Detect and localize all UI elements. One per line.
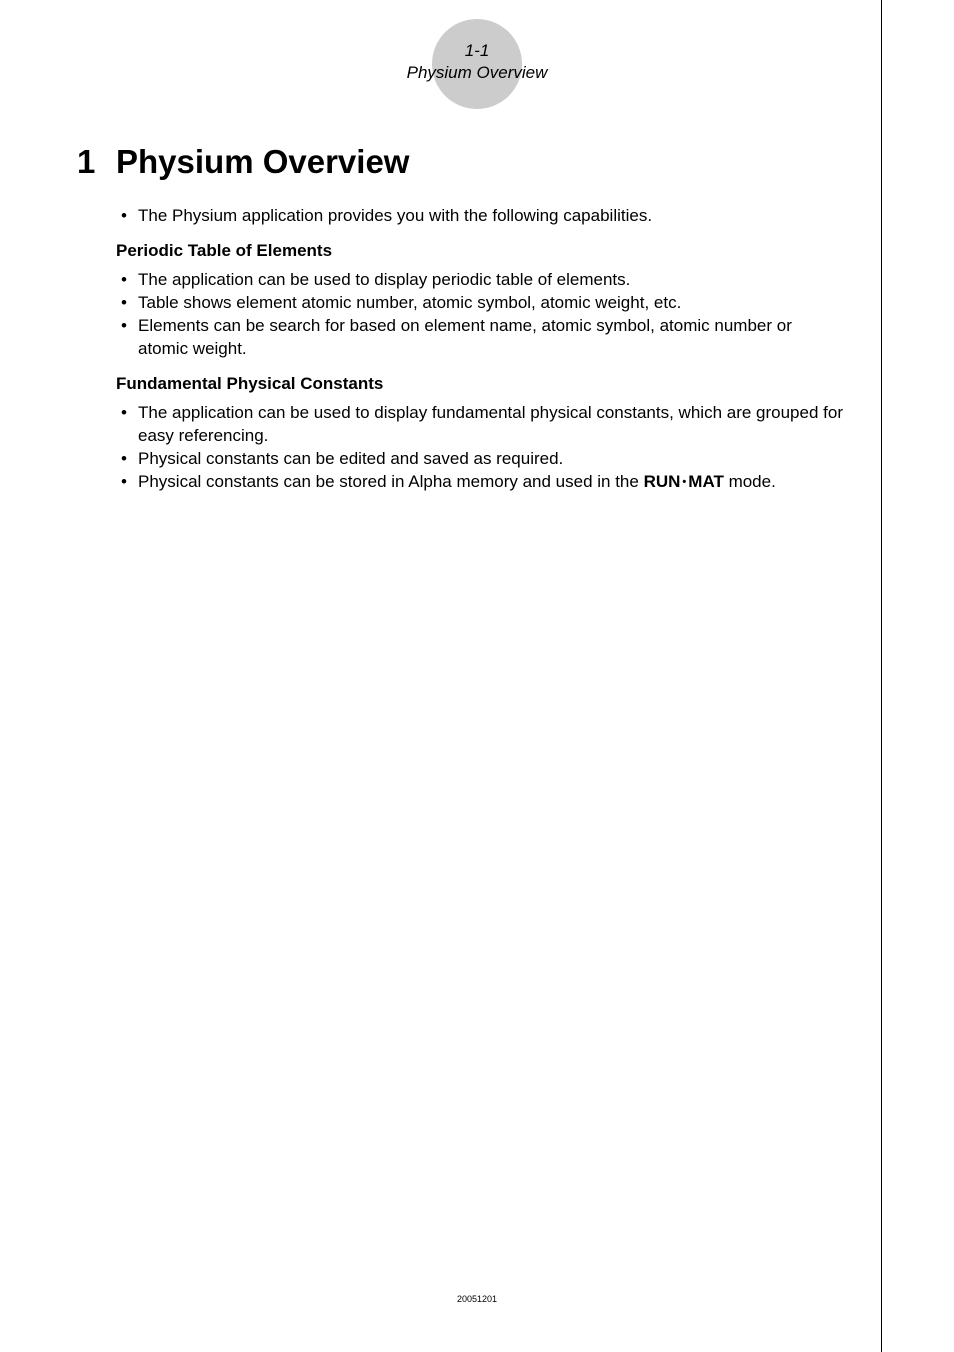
running-header bbox=[360, 40, 594, 84]
page-content bbox=[116, 204, 846, 494]
chapter-title-text: Physium Overview bbox=[116, 143, 410, 180]
list-item-text: Table shows element atomic number, atomic symbol, atomic weight, etc. bbox=[138, 293, 682, 312]
section-heading-physical-constants: Fundamental Physical Constants bbox=[116, 374, 384, 393]
footer-code: 20051201 bbox=[456, 1294, 498, 1304]
bullet-icon: • bbox=[121, 472, 127, 491]
list-item-text bbox=[138, 472, 776, 491]
mode-name bbox=[644, 472, 724, 491]
list-item-text: Physical constants can be edited and saved as required. bbox=[138, 449, 564, 468]
page-number: 1-1 bbox=[464, 41, 490, 60]
list-item bbox=[116, 291, 846, 314]
page-edge-rule bbox=[881, 0, 882, 1352]
list-item-text-after: mode. bbox=[723, 472, 776, 491]
mode-name-run: RUN bbox=[643, 472, 681, 491]
list-item-text: The Physium application provides you with the following capabilities. bbox=[138, 206, 653, 225]
list-item bbox=[116, 268, 846, 291]
bullet-icon: • bbox=[121, 316, 127, 335]
mode-name-mat: MAT bbox=[688, 472, 724, 491]
list-item-text: The application can be used to display periodic table of elements. bbox=[138, 270, 631, 289]
section-heading-periodic-table: Periodic Table of Elements bbox=[116, 241, 333, 260]
mode-separator: • bbox=[682, 476, 687, 488]
bullet-icon: • bbox=[121, 206, 127, 225]
list-item bbox=[116, 204, 846, 227]
list-item bbox=[116, 314, 846, 360]
physical-constants-list bbox=[116, 401, 846, 494]
periodic-table-list bbox=[116, 268, 846, 360]
list-item-text: Elements can be search for based on element name, atomic symbol, atomic number or atomic weight. bbox=[138, 316, 792, 358]
bullet-icon: • bbox=[121, 449, 127, 468]
list-item bbox=[116, 447, 846, 470]
chapter-number: 1 bbox=[77, 143, 96, 180]
chapter-title bbox=[77, 141, 409, 183]
list-item bbox=[116, 470, 846, 494]
bullet-icon: • bbox=[121, 270, 127, 289]
bullet-icon: • bbox=[121, 293, 127, 312]
list-item-text: The application can be used to display fundamental physical constants, which are grouped for easy referencing. bbox=[138, 403, 843, 445]
running-title: Physium Overview bbox=[406, 63, 548, 82]
intro-list bbox=[116, 204, 846, 227]
list-item-text-before: Physical constants can be stored in Alpha memory and used in the bbox=[138, 472, 644, 491]
bullet-icon: • bbox=[121, 403, 127, 422]
list-item bbox=[116, 401, 846, 447]
